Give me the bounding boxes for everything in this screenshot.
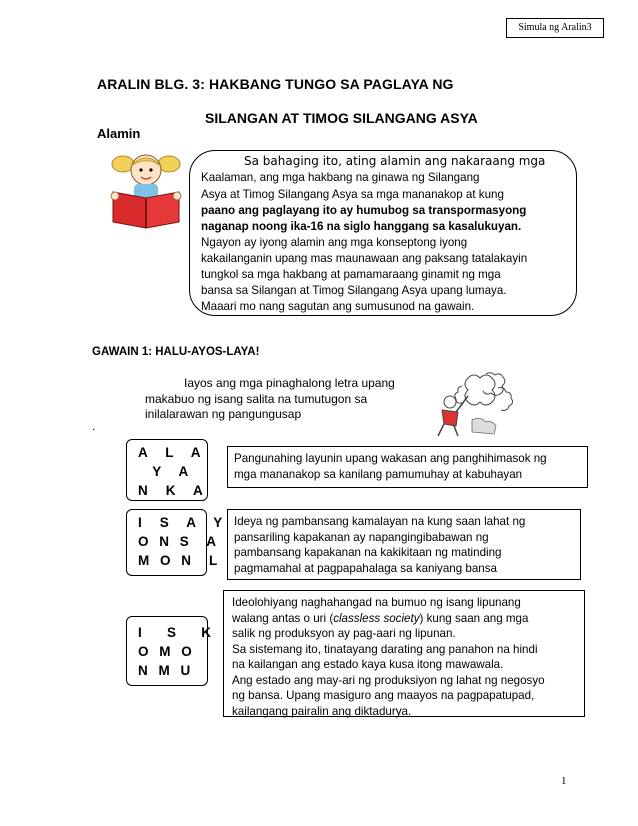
lesson-title-line1: ARALIN BLG. 3: HAKBANG TUNGO SA PAGLAYA NG xyxy=(97,76,454,92)
intro-line: Maaari mo nang sagutan ang sumusunod na gawain. xyxy=(201,300,475,313)
section-label-alamin: Alamin xyxy=(97,126,141,141)
intro-line: Kaalaman, ang mga hakbang na ginawa ng Silangang xyxy=(201,171,480,184)
instruction-line: inilalarawan ng pangungusap xyxy=(145,407,302,421)
definition-line: Ideolohiyang naghahangad na bumuo ng isang lipunang xyxy=(232,596,521,609)
intro-line: bansa sa Silangan at Timog Silangang Asya upang lumaya. xyxy=(201,284,507,297)
definition-line: ng bansa. Upang masiguro ang maayos na pagpapatupad, xyxy=(232,689,535,702)
definition-line: Pangunahing layunin upang wakasan ang panghihimasok ng xyxy=(234,452,547,465)
definition-line: walang antas o uri (classless society) kung saan ang mga xyxy=(232,611,529,625)
intro-line: tungkol sa mga hakbang at pamamaraang ginamit ng mga xyxy=(201,268,501,281)
definition-line: na kailangan ang estado kaya kusa itong mawawala. xyxy=(232,658,504,671)
definition-line: salik ng produksyon ay pag-aari ng lipunan. xyxy=(232,627,456,640)
page-number: 1 xyxy=(561,775,567,787)
intro-line: kakailanganin upang mas maunawaan ang paksang tatalakayin xyxy=(201,252,528,265)
definition-line: pansariling kapakanan ay napangingibabawan ng xyxy=(234,530,489,544)
definition-line: mga mananakop sa kanilang pamumuhay at kabuhayan xyxy=(234,467,523,481)
intro-line: Ngayon ay iyong alamin ang mga konseptong iyong xyxy=(201,236,468,249)
instruction-line: Iayos ang mga pinaghalong letra upang xyxy=(184,376,395,390)
definition-line: Ideya ng pambansang kamalayan na kung saan lahat ng xyxy=(234,515,526,528)
definition-box xyxy=(227,509,581,580)
definition-line: kailangang pairalin ang diktadurya. xyxy=(232,704,412,718)
scrambled-letters-box: I S A Y O N S A M O N L xyxy=(126,509,207,576)
lesson-tag: Simula ng Aralin3 xyxy=(506,18,604,38)
activity-title: GAWAIN 1: HALU-AYOS-LAYA! xyxy=(92,346,260,358)
puzzle-cartoon-illustration xyxy=(428,372,524,438)
intro-line: paano ang paglayang ito ay humubog sa transpormasyong xyxy=(201,204,527,217)
definition-line: pambansang kapakanan na kakikitaan ng matinding xyxy=(234,546,502,559)
definition-line: pagmamahal at pagpapahalaga sa kaniyang bansa xyxy=(234,561,497,575)
intro-line: Asya at Timog Silangang Asya sa mga mananakop at kung xyxy=(201,188,504,201)
definition-line: Ang estado ang may-ari ng produksiyon ng lahat ng negosyo xyxy=(232,673,545,687)
intro-line: naganap noong ika-16 na siglo hanggang sa kasalukuyan. xyxy=(201,220,522,233)
definition-box xyxy=(227,446,588,488)
intro-line: Sa bahaging ito, ating alamin ang nakaraang mga xyxy=(244,154,546,168)
definition-box xyxy=(223,590,585,717)
lesson-title-line2: SILANGAN AT TIMOG SILANGANG ASYA xyxy=(205,110,478,126)
scrambled-letters-box: I S K O M O N M U xyxy=(126,616,208,686)
girl-reading-illustration xyxy=(103,148,191,230)
definition-line: Sa sistemang ito, tinatayang darating ang panahon na hindi xyxy=(232,642,538,656)
instruction-line: makabuo ng isang salita na tumutugon sa xyxy=(145,392,368,406)
intro-callout xyxy=(189,150,577,316)
bullet-dot: . xyxy=(92,419,96,433)
scrambled-letters-box: A L A Y A N K A xyxy=(126,439,208,501)
